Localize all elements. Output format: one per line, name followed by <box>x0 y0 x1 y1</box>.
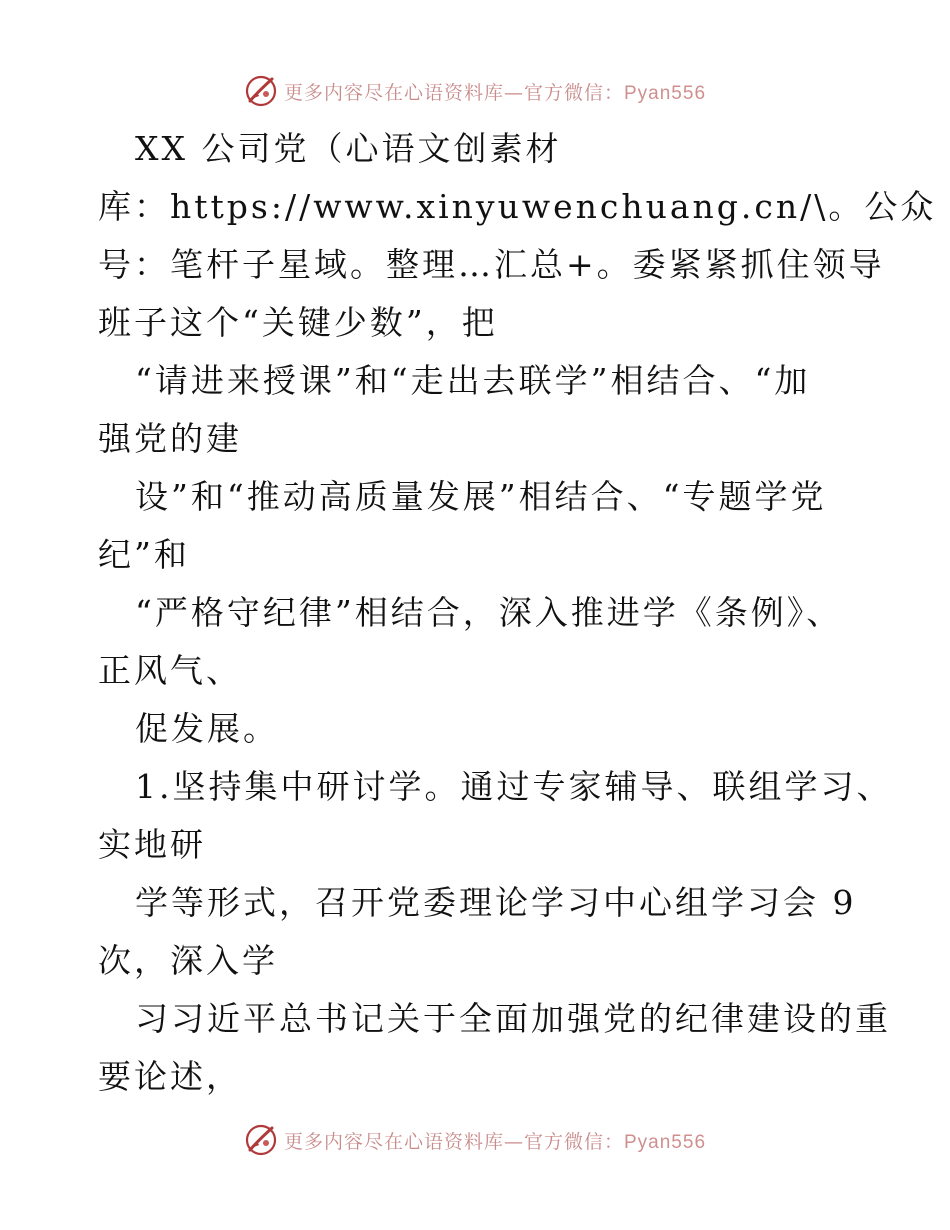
text-line: 1.坚持集中研讨学。通过专家辅导、联组学习、 <box>135 767 893 806</box>
watermark-wechat-id: Pyan556 <box>624 82 707 104</box>
text-line: “请进来授课”和“走出去联学”相结合、“加 <box>135 361 811 400</box>
text-line: 习习近平总书记关于全面加强党的纪律建设的重 <box>135 999 891 1038</box>
text-line: 设”和“推动高质量发展”相结合、“专题学党 <box>135 477 827 516</box>
brush-logo-icon <box>244 1123 278 1157</box>
text-line: 次，深入学 <box>98 941 278 980</box>
text-line: 纪”和 <box>98 535 190 574</box>
text-line: 学等形式，召开党委理论学习中心组学习会 9 <box>135 883 857 922</box>
text-line: 实地研 <box>98 825 206 864</box>
watermark-chinese-text: 更多内容尽在心语资料库—官方微信： <box>283 81 624 104</box>
watermark-chinese-text: 更多内容尽在心语资料库—官方微信： <box>283 1130 624 1153</box>
text-line: 正风气、 <box>98 651 242 690</box>
header-watermark <box>0 71 950 111</box>
watermark-wechat-id: Pyan556 <box>624 1131 707 1153</box>
footer-watermark <box>0 1120 950 1160</box>
text-line: 库：https://www.xinyuwenchuang.cn/\。公众 <box>98 187 937 226</box>
text-line: 强党的建 <box>98 419 242 458</box>
text-line: 号：笔杆子星域。整理…汇总+。委紧紧抓住领导 <box>98 245 885 284</box>
document-body <box>98 120 937 1106</box>
brush-logo-icon <box>244 74 278 108</box>
text-line: 促发展。 <box>135 709 279 748</box>
text-line: XX 公司党（心语文创素材 <box>135 129 562 168</box>
text-line: 班子这个“关键少数”，把 <box>98 303 498 342</box>
text-line: “严格守纪律”相结合，深入推进学《条例》、 <box>135 593 843 632</box>
text-line: 要论述， <box>98 1057 242 1096</box>
